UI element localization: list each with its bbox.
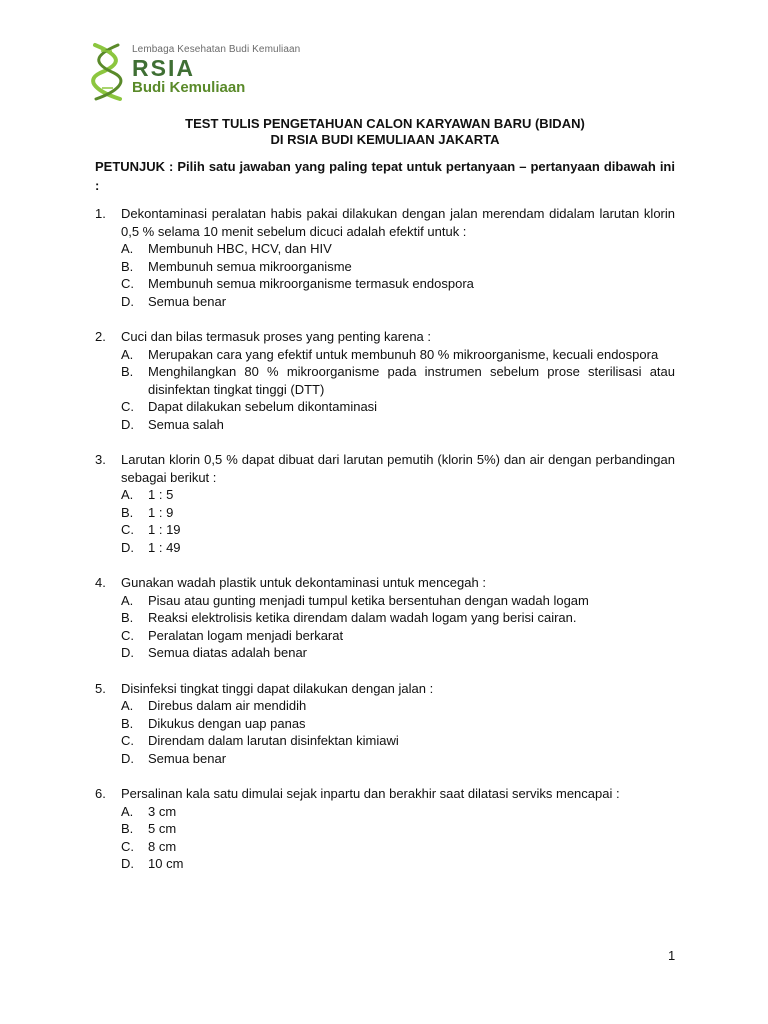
question-item: [95, 574, 675, 662]
question-item: [95, 205, 675, 310]
instruction-text: PETUNJUK : Pilih satu jawaban yang paling tepat untuk pertanyaan – pertanyaan dibawah ini :: [95, 159, 675, 193]
option-letter: D.: [121, 750, 134, 766]
option-letter: D.: [121, 645, 134, 660]
option-letter: D.: [121, 293, 134, 309]
question-number: 3.: [95, 452, 106, 467]
logo: [90, 42, 301, 102]
answer-option: [121, 697, 675, 715]
answer-options: [121, 486, 675, 556]
answer-options: [121, 697, 675, 767]
option-text: 1 : 49: [148, 539, 181, 555]
question-text: Larutan klorin 0,5 % dapat dibuat dari larutan pemutih (klorin 5%) dan air dengan perbandingan sebagai berikut :: [121, 452, 675, 485]
question-number: 4.: [95, 575, 106, 590]
option-letter: D.: [121, 856, 134, 871]
question-text: Dekontaminasi peralatan habis pakai dilakukan dengan jalan merendam didalam larutan klorin 0,5 % selama 10 menit sebelum dicuci adalah efektif untuk :: [121, 206, 675, 239]
answer-option: [121, 627, 675, 645]
option-text: 10 cm: [148, 856, 184, 871]
option-text: Reaksi elektrolisis ketika direndam dalam wadah logam yang berisi cairan.: [148, 610, 577, 625]
dna-helix-icon: [90, 42, 126, 102]
answer-option: [121, 398, 675, 416]
answer-option: [121, 275, 675, 293]
option-text: 1 : 9: [148, 504, 174, 520]
option-letter: A.: [121, 803, 134, 819]
logo-tagline: Lembaga Kesehatan Budi Kemuliaan: [132, 44, 301, 55]
option-text: Semua benar: [148, 750, 227, 766]
option-letter: B.: [121, 610, 134, 625]
option-letter: C.: [121, 627, 134, 643]
answer-option: [121, 820, 675, 838]
answer-option: [121, 504, 675, 522]
option-letter: D.: [121, 416, 134, 432]
logo-name: Budi Kemuliaan: [132, 79, 246, 96]
option-letter: A.: [121, 241, 134, 256]
option-text: 5 cm: [148, 821, 177, 836]
option-letter: B.: [121, 258, 134, 274]
option-text: Membunuh HBC, HCV, dan HIV: [148, 241, 332, 256]
answer-options: [121, 803, 675, 873]
option-text: Dikukus dengan uap panas: [148, 715, 306, 731]
page-number: 1: [668, 948, 676, 963]
question-text: Persalinan kala satu dimulai sejak inpartu dan berakhir saat dilatasi serviks mencapai :: [121, 786, 620, 801]
answer-option: [121, 293, 675, 311]
question-item: [95, 328, 675, 433]
option-letter: C.: [121, 399, 134, 414]
answer-option: [121, 838, 675, 856]
question-row: [95, 680, 675, 698]
question-number: 5.: [95, 680, 106, 696]
question-row: [95, 205, 675, 240]
option-letter: A.: [121, 592, 134, 608]
option-text: Membunuh semua mikroorganisme: [148, 258, 352, 274]
answer-option: [121, 750, 675, 768]
logo-brand: RSIA: [132, 55, 195, 81]
question-number: 2.: [95, 329, 106, 344]
option-text: Peralatan logam menjadi berkarat: [148, 627, 344, 643]
option-letter: D.: [121, 539, 134, 555]
option-letter: C.: [121, 838, 134, 854]
option-letter: B.: [121, 821, 134, 836]
question-text: Disinfeksi tingkat tinggi dapat dilakukan dengan jalan :: [121, 680, 434, 696]
answer-option: [121, 855, 675, 873]
answer-option: [121, 240, 675, 258]
answer-options: [121, 240, 675, 310]
question-list: [95, 205, 675, 891]
option-text: Semua salah: [148, 416, 224, 432]
option-text: Merupakan cara yang efektif untuk membunuh 80 % mikroorganisme, kecuali endospora: [148, 346, 659, 362]
question-text: Gunakan wadah plastik untuk dekontaminasi untuk mencegah :: [121, 575, 486, 590]
option-text: 1 : 19: [148, 522, 181, 537]
option-letter: B.: [121, 364, 134, 379]
option-letter: A.: [121, 487, 134, 502]
option-text: Direbus dalam air mendidih: [148, 698, 307, 713]
document-title: [95, 116, 675, 148]
option-text: Semua diatas adalah benar: [148, 645, 308, 660]
option-letter: A.: [121, 346, 134, 362]
option-letter: B.: [121, 715, 134, 731]
option-text: Membunuh semua mikroorganisme termasuk endospora: [148, 276, 474, 291]
question-item: [95, 451, 675, 556]
title-line-1: TEST TULIS PENGETAHUAN CALON KARYAWAN BARU (BIDAN): [185, 116, 585, 131]
answer-option: [121, 732, 675, 750]
option-letter: B.: [121, 504, 134, 520]
option-text: 8 cm: [148, 838, 177, 854]
answer-options: [121, 346, 675, 434]
option-letter: C.: [121, 276, 134, 291]
answer-option: [121, 592, 675, 610]
title-line-2: DI RSIA BUDI KEMULIAAN JAKARTA: [270, 132, 500, 147]
option-text: Dapat dilakukan sebelum dikontaminasi: [148, 399, 378, 414]
option-letter: C.: [121, 733, 134, 748]
answer-option: [121, 486, 675, 504]
option-text: Menghilangkan 80 % mikroorganisme pada instrumen sebelum prose sterilisasi atau disinfektan tingkat tinggi (DTT): [148, 364, 675, 397]
question-number: 6.: [95, 786, 106, 801]
option-text: Semua benar: [148, 293, 227, 309]
answer-option: [121, 803, 675, 821]
question-item: [95, 680, 675, 768]
answer-option: [121, 521, 675, 539]
option-text: Direndam dalam larutan disinfektan kimiawi: [148, 733, 399, 748]
question-text: Cuci dan bilas termasuk proses yang penting karena :: [121, 329, 432, 344]
answer-option: [121, 346, 675, 364]
answer-option: [121, 715, 675, 733]
answer-option: [121, 644, 675, 662]
question-item: [95, 785, 675, 873]
question-row: [95, 328, 675, 346]
answer-option: [121, 258, 675, 276]
answer-option: [121, 609, 675, 627]
answer-option: [121, 539, 675, 557]
option-letter: C.: [121, 522, 134, 537]
question-row: [95, 785, 675, 803]
answer-options: [121, 592, 675, 662]
answer-option: [121, 363, 675, 398]
question-number: 1.: [95, 206, 106, 221]
question-row: [95, 574, 675, 592]
option-letter: A.: [121, 698, 134, 713]
option-text: 1 : 5: [148, 487, 174, 502]
answer-option: [121, 416, 675, 434]
option-text: 3 cm: [148, 803, 177, 819]
option-text: Pisau atau gunting menjadi tumpul ketika bersentuhan dengan wadah logam: [148, 592, 589, 608]
question-row: [95, 451, 675, 486]
